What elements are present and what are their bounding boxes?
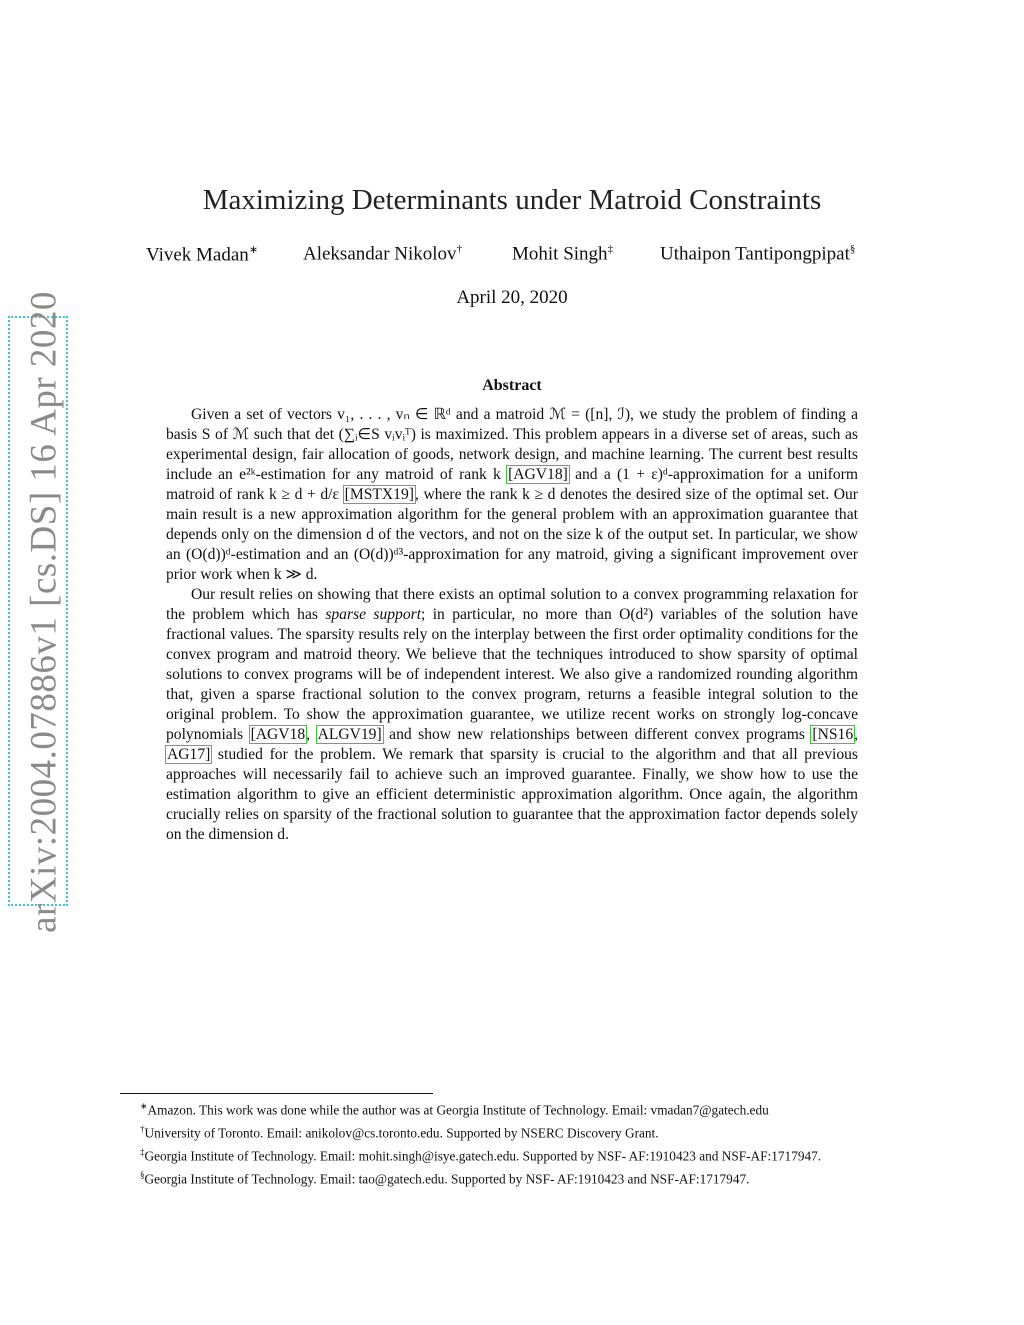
citation-link[interactable]: AG17] bbox=[167, 746, 211, 763]
footnote-rule bbox=[120, 1093, 433, 1094]
citation-link[interactable]: [AGV18 bbox=[250, 726, 306, 743]
footnote-text: Georgia Institute of Technology. Email: mohit.singh@isye.gatech.edu. Supported by NSF- AF:1910423 and NSF-AF:1717947. bbox=[144, 1148, 822, 1164]
footnotes bbox=[120, 1097, 904, 1189]
author-footnote-mark[interactable]: ‡ bbox=[607, 243, 614, 255]
arxiv-identifier[interactable]: arXiv:2004.07886v1 [cs.DS] 16 Apr 2020 bbox=[23, 291, 65, 933]
citation-link[interactable]: [AGV18] bbox=[508, 466, 568, 483]
author-4 bbox=[660, 243, 855, 265]
citation-link[interactable]: [MSTX19] bbox=[344, 486, 414, 503]
author-footnote-mark[interactable]: † bbox=[456, 243, 463, 255]
author-1 bbox=[146, 243, 258, 266]
emphasis-text: sparse support bbox=[325, 606, 422, 623]
footnote-mark: § bbox=[140, 1169, 145, 1180]
publication-date: April 20, 2020 bbox=[456, 287, 568, 308]
abstract-paragraph-1 bbox=[166, 405, 858, 585]
author-2 bbox=[303, 243, 462, 265]
abstract-text: , bbox=[854, 726, 859, 743]
author-name: Mohit Singh bbox=[512, 243, 608, 265]
citation-link[interactable]: [NS16 bbox=[812, 726, 854, 743]
author-name: Vivek Madan bbox=[146, 244, 249, 266]
footnote-text: University of Toronto. Email: anikolov@cs.toronto.edu. Supported by NSERC Discovery Grant. bbox=[144, 1125, 659, 1141]
abstract-text: Given a set of vectors v₁, . . . , vₙ ∈ ℝᵈ and a matroid ℳ = ([n], ℐ), we study the problem of finding a basis S of ℳ such that det (∑ᵢ∈S vᵢvᵢᵀ) is maximized. This problem appears in a diverse set of areas, such as experimental design, fair allocation of goods, network design, and machine learning. The current best results include an e²ᵏ-estimation for any matroid of rank k bbox=[166, 406, 858, 483]
abstract-text: studied for the problem. We remark that sparsity is crucial to the algorithm and that all previous approaches will necessarily fail to achieve such an improved guarantee. Finally, we show how to use the estimation algorithm to give an efficient deterministic approximation algorithm. Once again, the algorithm crucially relies on sparsity of the fractional solution to guarantee that the approximation factor depends solely on the dimension d. bbox=[166, 746, 858, 843]
footnote-mark: † bbox=[140, 1123, 145, 1134]
paper-title: Maximizing Determinants under Matroid Constraints bbox=[202, 184, 822, 216]
footnote-mark: ‡ bbox=[140, 1146, 145, 1157]
citation-link[interactable]: ALGV19] bbox=[317, 726, 382, 743]
author-3 bbox=[512, 243, 613, 265]
abstract-text: and a (1 + ε)ᵈ-approximation for a uniform matroid of rank k ≥ d + d/ε bbox=[166, 466, 858, 503]
abstract-text: and show new relationships between different convex programs bbox=[382, 726, 812, 743]
abstract-paragraph-2 bbox=[166, 585, 858, 845]
abstract-text: ; in particular, no more than O(d²) variables of the solution have fractional values. The sparsity results rely on the interplay between the first order optimality conditions for the convex program and matroid theory. We believe that the techniques introduced to show sparsity of optimal solutions to convex programs will be of independent interest. We also give a randomized rounding algorithm that, given a sparse fractional solution to the convex program, returns a feasible integral solution to the original problem. To show the approximation guarantee, we utilize recent works on strongly log-concave polynomials bbox=[166, 606, 858, 743]
author-footnote-mark[interactable]: § bbox=[849, 243, 856, 255]
footnote-4 bbox=[120, 1166, 904, 1189]
author-name: Aleksandar Nikolov bbox=[303, 243, 457, 265]
footnote-text: Amazon. This work was done while the author was at Georgia Institute of Technology. Email: vmadan7@gatech.edu bbox=[147, 1102, 769, 1118]
author-name: Uthaipon Tantipongpipat bbox=[660, 243, 850, 265]
footnote-text: Georgia Institute of Technology. Email: tao@gatech.edu. Supported by NSF- AF:1910423 and NSF-AF:1717947. bbox=[144, 1171, 750, 1187]
abstract-heading: Abstract bbox=[482, 377, 542, 394]
footnote-1 bbox=[120, 1097, 904, 1120]
footnote-3 bbox=[120, 1143, 904, 1166]
abstract-body bbox=[166, 405, 858, 845]
abstract-text: , bbox=[306, 726, 317, 743]
author-footnote-mark[interactable]: ∗ bbox=[248, 244, 259, 256]
footnote-mark: ∗ bbox=[140, 1101, 148, 1111]
footnote-2 bbox=[120, 1120, 904, 1143]
abstract-text: Our result relies on showing that there exists an optimal solution to a convex programming relaxation for the problem which has bbox=[166, 586, 858, 623]
abstract-text: , where the rank k ≥ d denotes the desired size of the optimal set. Our main result is a new approximation algorithm for the general problem with an approximation guarantee that depends only on the dimension d of the vectors, and not on the size k of the output set. In particular, we show an (O(d))ᵈ-estimation and an (O(d))ᵈ³-approximation for any matroid, giving a significant improvement over prior work when k ≫ d. bbox=[166, 486, 858, 583]
